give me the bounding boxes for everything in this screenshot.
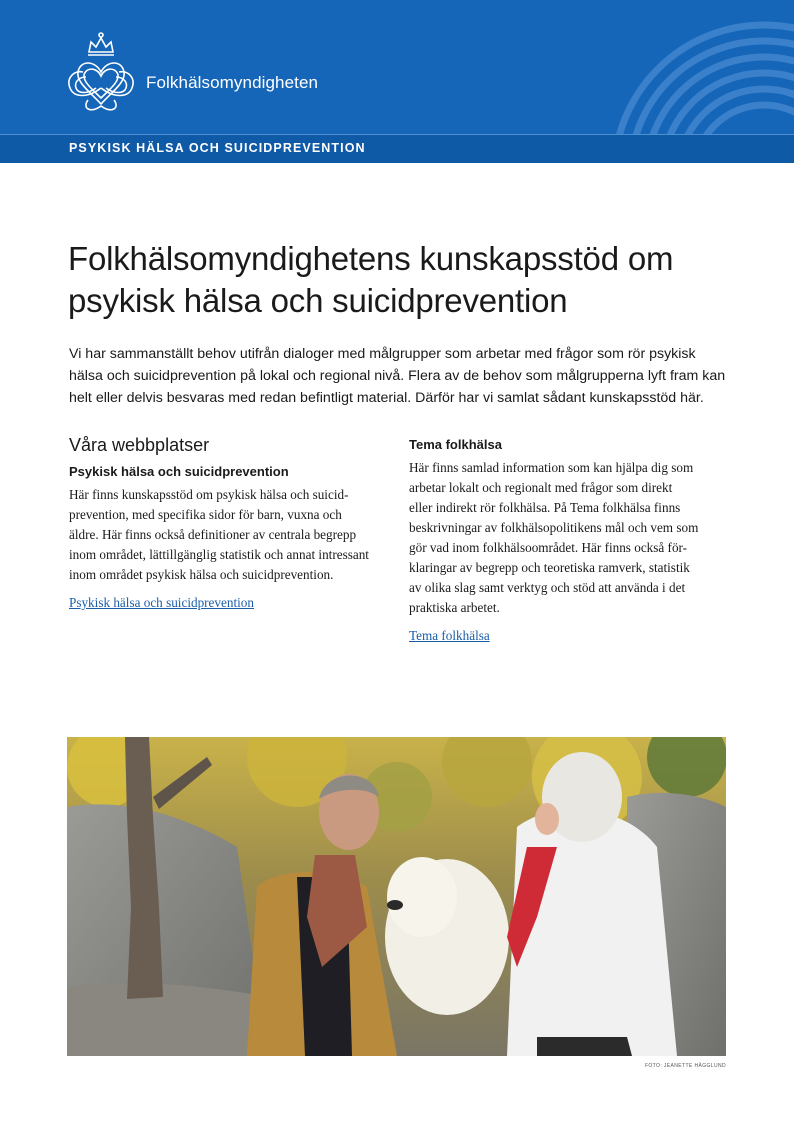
photo-illustration (67, 737, 726, 1056)
websites-heading: Våra webbplatser (69, 435, 210, 455)
photo-people-with-dog (67, 737, 726, 1056)
psykisk-halsa-link[interactable]: Psykisk hälsa och suicidprevention (69, 595, 254, 610)
crown-heart-logo-icon (60, 28, 142, 114)
intro-paragraph: Vi har sammanställt behov utifrån dialoger med målgrupper som arbetar med frågor som rör psykisk hälsa och suicidprevention på lokal och regional nivå. Flera av de behov som målgrupperna lyft fram kan helt eller delvis besvaras med redan befintligt material. Därför har vi samlat sådant kunskapsstöd här. (69, 346, 726, 406)
psykisk-halsa-description: Här finns kunskapsstöd om psykisk hälsa och suicid- prevention, med specifika sidor för barn, vuxna och äldre. Här finns också definitioner av centrala begrepp inom området, lättillgänglig statistik och annat intressant inom området psykisk hälsa och suicidprevention. (69, 487, 369, 582)
tema-folkhalsa-description: Här finns samlad information som kan hjälpa dig som arbetar lokalt och regionalt med frågor som direkt eller indirekt rör folkhälsa. På Tema folkhälsa finns beskrivningar av folkhälsopolitikens mål och vem som gör vad inom folkhälsoområdet. Här finns också för- klaringar av begrepp och teoretiska ramverk, statistik av olika slag samt verktyg och stöd att använda i det praktiska arbetet. (409, 460, 699, 615)
left-column (69, 435, 387, 612)
section-label: PSYKISK HÄLSA OCH SUICIDPREVENTION (69, 141, 366, 155)
brand-name: Folkhälsomyndigheten (146, 73, 319, 92)
psykisk-halsa-subheading: Psykisk hälsa och suicidprevention (69, 464, 289, 479)
photo-credit: FOTO: JEANETTE HÄGGLUND (644, 1063, 726, 1069)
page-title: Folkhälsomyndighetens kunskapsstöd om psykisk hälsa och suicidprevention (68, 240, 674, 319)
right-column (409, 435, 727, 645)
tema-folkhalsa-link[interactable]: Tema folkhälsa (409, 628, 490, 643)
tema-folkhalsa-subheading: Tema folkhälsa (409, 437, 502, 452)
header-banner (0, 0, 794, 163)
